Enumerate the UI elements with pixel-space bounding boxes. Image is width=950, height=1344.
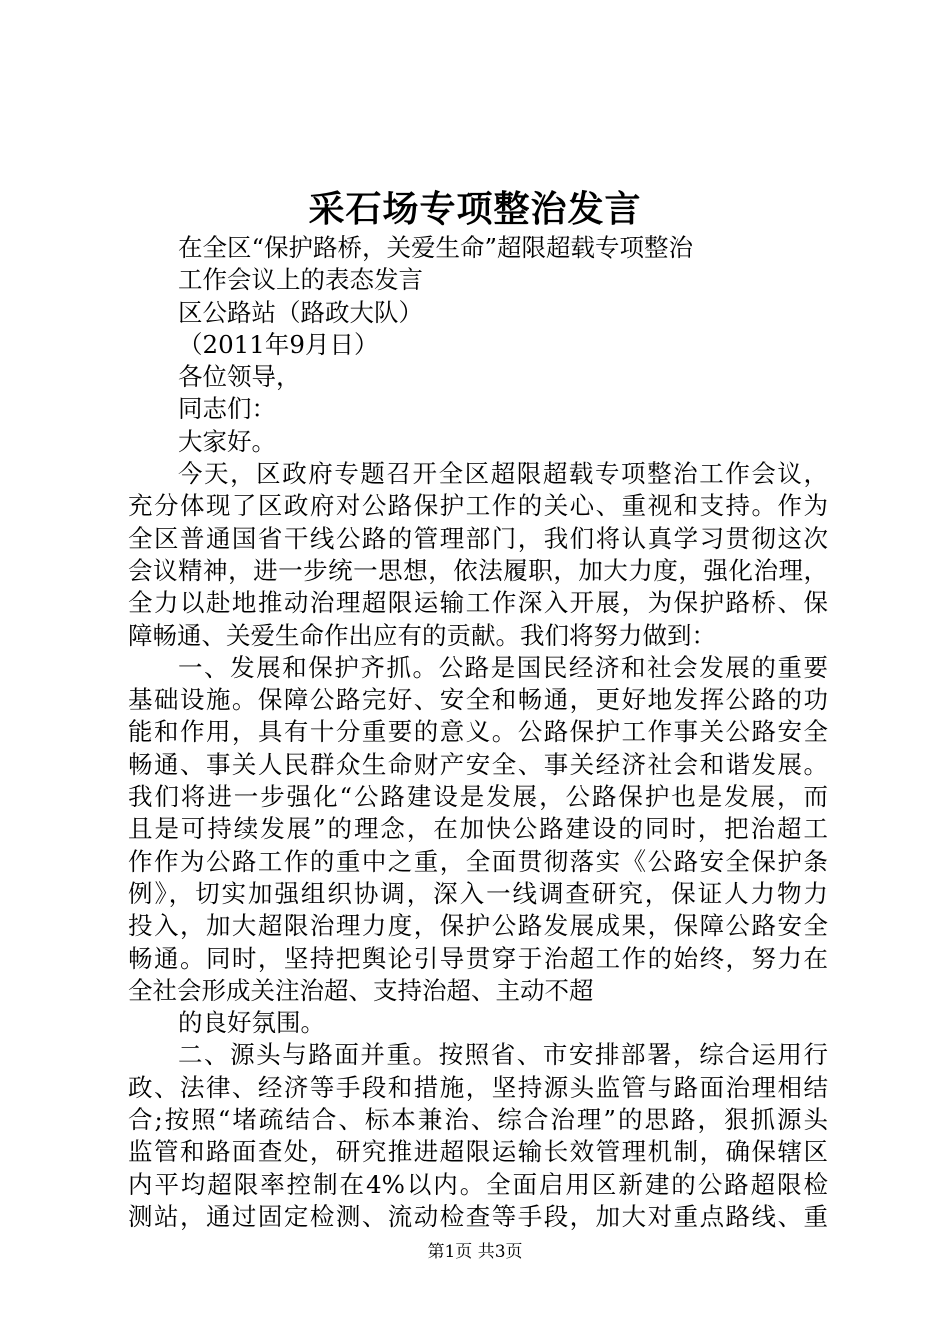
text-line: 工作会议上的表态发言	[178, 265, 423, 295]
text-line: 全社会形成关注治超、支持治超、主动不超	[128, 975, 594, 1005]
text-line: 监管和路面查处，研究推进超限运输长效管理机制，确保辖区	[128, 1137, 828, 1167]
text-line: 例》，切实加强组织协调，深入一线调查研究，保证人力物力	[128, 878, 828, 908]
text-line: 障畅通、关爱生命作出应有的贡献。我们将努力做到：	[128, 620, 716, 650]
text-line: 今天，区政府专题召开全区超限超载专项整治工作会议，	[178, 459, 828, 489]
text-line: 区公路站（路政大队）	[178, 297, 423, 327]
text-line: 畅通。同时，坚持把舆论引导贯穿于治超工作的始终，努力在	[128, 943, 828, 973]
text-line: 政、法律、经济等手段和措施，坚持源头监管与路面治理相结	[128, 1072, 828, 1102]
text-line: 全区普通国省干线公路的管理部门，我们将认真学习贯彻这次	[128, 523, 828, 553]
text-line: 投入，加大超限治理力度，保护公路发展成果，保障公路安全	[128, 911, 828, 941]
text-line: 一、发展和保护齐抓。公路是国民经济和社会发展的重要	[178, 652, 828, 682]
text-line: 合;按照“堵疏结合、标本兼治、综合治理”的思路，狠抓源头	[128, 1105, 828, 1135]
text-line: 二、源头与路面并重。按照省、市安排部署，综合运用行	[178, 1040, 828, 1070]
text-line: 同志们：	[178, 394, 276, 424]
document-title: 采石场专项整治发言	[308, 188, 642, 230]
text-line: 在全区“保护路桥，关爱生命”超限超载专项整治	[178, 233, 694, 262]
text-line: 的良好氛围。	[178, 1008, 325, 1038]
text-line: 内平均超限率控制在4%以内。全面启用区新建的公路超限检	[128, 1169, 828, 1199]
text-line: 会议精神，进一步统一思想，依法履职，加大力度，强化治理，	[128, 555, 828, 585]
page-footer: 第1页 共3页	[427, 1242, 523, 1262]
text-line: 畅通、事关人民群众生命财产安全、事关经济社会和谐发展。	[128, 749, 828, 779]
text-line: 能和作用，具有十分重要的意义。公路保护工作事关公路安全	[128, 717, 828, 747]
text-line: 各位领导，	[178, 362, 301, 392]
text-line: 测站，通过固定检测、流动检查等手段，加大对重点路线、重	[128, 1201, 828, 1231]
text-line: 我们将进一步强化“公路建设是发展，公路保护也是发展，而	[128, 782, 828, 812]
text-line: 且是可持续发展”的理念，在加快公路建设的同时，把治超工	[128, 814, 828, 844]
text-line: 大家好。	[178, 426, 276, 456]
text-line: 全力以赴地推动治理超限运输工作深入开展，为保护路桥、保	[128, 588, 828, 618]
document-body	[128, 232, 828, 1233]
text-line: 基础设施。保障公路完好、安全和畅通，更好地发挥公路的功	[128, 685, 828, 715]
text-line: 充分体现了区政府对公路保护工作的关心、重视和支持。作为	[128, 491, 828, 521]
text-line: （2011年9月日）	[178, 329, 379, 359]
text-line: 作作为公路工作的重中之重，全面贯彻落实《公路安全保护条	[128, 846, 828, 876]
